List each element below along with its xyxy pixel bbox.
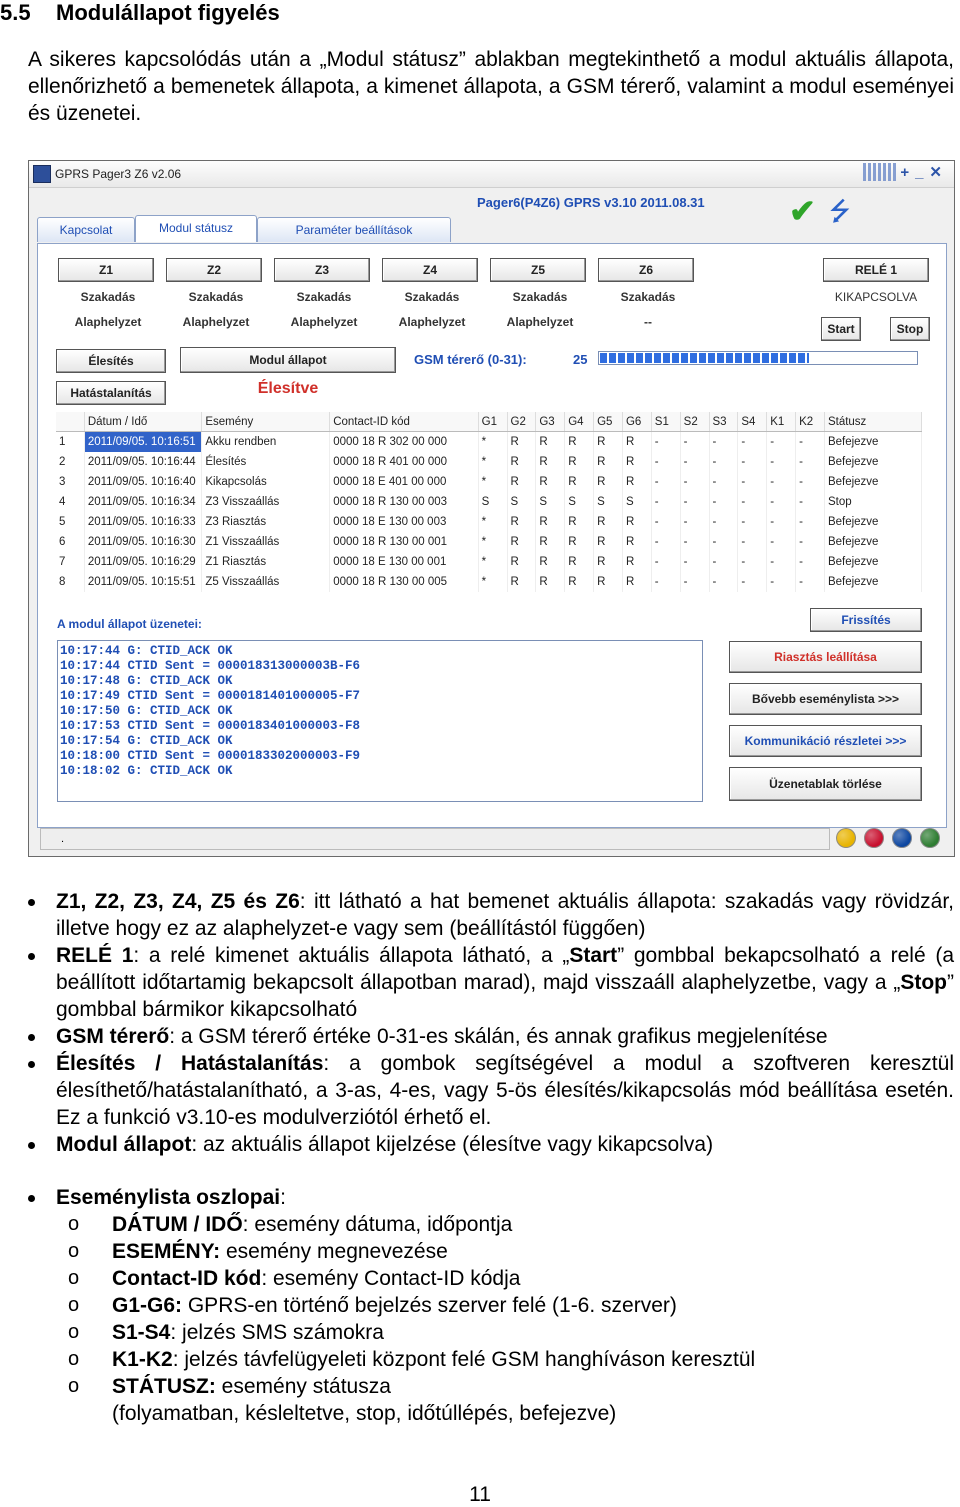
table-cell: -: [680, 492, 709, 512]
table-cell: R: [565, 432, 594, 453]
table-cell: -: [796, 552, 825, 572]
table-cell: S: [536, 492, 565, 512]
table-cell: -: [738, 532, 767, 552]
column-header[interactable]: G2: [507, 412, 536, 432]
table-row[interactable]: [56, 572, 922, 592]
bullet-icon: [28, 1195, 35, 1202]
window-controls[interactable]: [900, 163, 948, 181]
event-table-body: [56, 432, 922, 593]
table-cell: -: [680, 532, 709, 552]
table-cell: -: [738, 572, 767, 592]
table-cell: 2: [56, 452, 84, 472]
gsm-signal-bar: [598, 351, 918, 365]
column-header[interactable]: S3: [709, 412, 738, 432]
table-cell: -: [796, 492, 825, 512]
table-cell: R: [507, 552, 536, 572]
zone-mode: Alaphelyzet: [506, 315, 574, 329]
table-row[interactable]: [56, 432, 922, 453]
message-line: 10:17:50 G: CTID_ACK OK: [60, 704, 233, 718]
table-cell: -: [680, 432, 709, 453]
tab-kapcsolat[interactable]: Kapcsolat: [37, 217, 135, 242]
list-item: Élesítés / Hatástalanítás: a gombok segítségével a modul a szoftveren keresztül élesíthető/hatástalanítható, a 3-as, 4-es, vagy 5-ös élesítés/kikapcsolás mód beállítása esetén. Ez a funkció v3.10-es modulverziótól érhető el.: [28, 1050, 954, 1131]
disarm-button[interactable]: Hatástalanítás: [56, 381, 166, 405]
column-sublist: [56, 1211, 954, 1427]
reset-alarm-button[interactable]: Riasztás leállítása: [729, 641, 922, 673]
clear-messages-button[interactable]: Üzenetablak törlése: [729, 767, 922, 801]
flag-hu-icon[interactable]: [920, 828, 940, 848]
message-line: 10:17:44 CTID Sent = 000018313000003B-F6: [60, 659, 361, 673]
table-cell: -: [767, 472, 796, 492]
table-cell: -: [680, 452, 709, 472]
gsm-signal-label: GSM térerő (0-31):: [414, 352, 527, 367]
table-cell: S: [507, 492, 536, 512]
table-cell: R: [565, 552, 594, 572]
table-cell: R: [536, 452, 565, 472]
section-number: 5.5: [0, 0, 31, 25]
table-cell: Befejezve: [824, 512, 921, 532]
zone-button-3: Z3: [274, 258, 370, 282]
table-cell: -: [651, 552, 680, 572]
table-cell: Akku rendben: [202, 432, 330, 453]
table-cell: -: [651, 432, 680, 453]
message-line: 10:17:54 G: CTID_ACK OK: [60, 734, 233, 748]
table-cell: -: [796, 432, 825, 453]
table-cell: R: [565, 452, 594, 472]
sublist-item: o G1-G6: GPRS-en történő bejelzés szerver felé (1-6. szerver): [68, 1294, 677, 1317]
zone-button-1: Z1: [58, 258, 154, 282]
table-cell: -: [709, 492, 738, 512]
table-cell: Stop: [824, 492, 921, 512]
table-cell: -: [738, 452, 767, 472]
table-cell: -: [796, 512, 825, 532]
table-cell: -: [767, 572, 796, 592]
table-cell: 5: [56, 512, 84, 532]
table-cell: R: [536, 432, 565, 453]
column-header[interactable]: S2: [680, 412, 709, 432]
message-line: 10:17:49 CTID Sent = 0000181401000005-F7: [60, 689, 361, 703]
column-header[interactable]: G3: [536, 412, 565, 432]
table-cell: R: [622, 532, 651, 552]
column-header[interactable]: [56, 412, 84, 432]
table-cell: -: [680, 472, 709, 492]
zone-mode: Alaphelyzet: [182, 315, 250, 329]
tab-parameter-beallitasok[interactable]: Paraméter beállítások: [257, 217, 451, 242]
table-cell: 0000 18 R 130 00 003: [330, 492, 478, 512]
table-cell: 2011/09/05. 10:16:44: [84, 452, 202, 472]
table-cell: 7: [56, 552, 84, 572]
table-cell: R: [536, 572, 565, 592]
table-cell: 0000 18 E 130 00 001: [330, 552, 478, 572]
event-table: [56, 412, 922, 592]
connected-check-icon: ✔: [789, 193, 816, 229]
module-state-label: Modul állapot: [180, 347, 396, 373]
table-cell: -: [651, 492, 680, 512]
bullet-icon: [28, 1142, 35, 1149]
table-cell: R: [565, 512, 594, 532]
table-cell: -: [651, 472, 680, 492]
zone-state: Szakadás: [512, 290, 568, 304]
section-heading: [0, 0, 280, 26]
table-cell: *: [478, 532, 507, 552]
table-cell: 2011/09/05. 10:16:29: [84, 552, 202, 572]
table-cell: 2011/09/05. 10:16:33: [84, 512, 202, 532]
sublist-item: o DÁTUM / IDŐ: esemény dátuma, időpontja: [68, 1213, 513, 1236]
table-cell: Z5 Visszaállás: [202, 572, 330, 592]
bullet-icon: [28, 1061, 35, 1068]
flag-ro-icon[interactable]: [836, 828, 856, 848]
table-row[interactable]: [56, 532, 922, 552]
column-header[interactable]: S1: [651, 412, 680, 432]
list-item: RELÉ 1: a relé kimenet aktuális állapota látható, a „Start” gombbal bekapcsolható a relé (a beállított időtartamig bekapcsolt állapotban marad), majd visszaáll alaphelyzetbe, vagy a „Stop” gombbal bármikor kikapcsolható: [28, 942, 954, 1023]
zone-state: Szakadás: [188, 290, 244, 304]
tab-modul-statusz[interactable]: Modul státusz: [135, 215, 257, 242]
list-item: Z1, Z2, Z3, Z4, Z5 és Z6: itt látható a hat bemenet aktuális állapota: szakadás vagy rövidzár, illetve hogy ez az alaphelyzet-e vagy sem (beállítástól függően): [28, 888, 954, 942]
table-cell: -: [709, 452, 738, 472]
table-cell: Kikapcsolás: [202, 472, 330, 492]
column-header[interactable]: Státusz: [824, 412, 921, 432]
table-row[interactable]: [56, 512, 922, 532]
zone-mode: Alaphelyzet: [290, 315, 358, 329]
sublist-item: o ESEMÉNY: esemény megnevezése: [68, 1240, 448, 1263]
column-header[interactable]: Esemény: [202, 412, 330, 432]
table-cell: 2011/09/05. 10:15:51: [84, 572, 202, 592]
table-cell: 0000 18 R 130 00 001: [330, 532, 478, 552]
flag-en-icon[interactable]: [864, 828, 884, 848]
table-cell: -: [651, 532, 680, 552]
title-bar: [29, 161, 954, 188]
table-cell: 2011/09/05. 10:16:34: [84, 492, 202, 512]
table-cell: -: [767, 432, 796, 453]
table-cell: Z1 Visszaállás: [202, 532, 330, 552]
table-cell: R: [565, 472, 594, 492]
table-cell: -: [738, 552, 767, 572]
message-line: 10:17:44 G: CTID_ACK OK: [60, 644, 233, 658]
table-cell: -: [767, 532, 796, 552]
table-cell: -: [738, 472, 767, 492]
table-cell: 2011/09/05. 10:16:51: [84, 432, 202, 453]
zone-state: Szakadás: [620, 290, 676, 304]
table-row[interactable]: [56, 472, 922, 492]
messages-label: A modul állapot üzenetei:: [57, 617, 202, 631]
firmware-version: Pager6(P4Z6) GPRS v3.10 2011.08.31: [477, 195, 705, 210]
sublist-item: o Contact-ID kód: esemény Contact-ID kódja: [68, 1267, 521, 1290]
table-cell: 0000 18 E 130 00 003: [330, 512, 478, 532]
table-cell: S: [622, 492, 651, 512]
relay-stop-button[interactable]: Stop: [890, 317, 930, 341]
table-cell: 1: [56, 432, 84, 453]
table-cell: R: [536, 512, 565, 532]
table-cell: Z3 Riasztás: [202, 512, 330, 532]
table-cell: *: [478, 552, 507, 572]
table-cell: Befejezve: [824, 532, 921, 552]
flag-sk-icon[interactable]: [892, 828, 912, 848]
intro-paragraph: A sikeres kapcsolódás után a „Modul státusz” ablakban megtekinthető a modul aktuális állapota, ellenőrizhető a bemenetek állapota, a kimenet állapota, a GSM térerő, valamint a modul eseményei és üzenetei.: [28, 48, 954, 125]
table-cell: R: [622, 452, 651, 472]
zone-state: Szakadás: [296, 290, 352, 304]
table-cell: Befejezve: [824, 552, 921, 572]
zone-button-6: Z6: [598, 258, 694, 282]
relay-start-button[interactable]: Start: [821, 317, 861, 341]
zone-button-2: Z2: [166, 258, 262, 282]
table-cell: R: [594, 472, 623, 492]
table-cell: -: [738, 432, 767, 453]
table-cell: R: [507, 532, 536, 552]
table-cell: R: [536, 532, 565, 552]
gsm-signal-value: 25: [573, 352, 588, 367]
table-cell: 4: [56, 492, 84, 512]
table-cell: *: [478, 432, 507, 453]
table-cell: R: [622, 512, 651, 532]
message-line: 10:17:53 CTID Sent = 0000183401000003-F8: [60, 719, 361, 733]
table-cell: -: [767, 512, 796, 532]
column-header[interactable]: G1: [478, 412, 507, 432]
table-cell: R: [594, 512, 623, 532]
table-cell: S: [565, 492, 594, 512]
column-header[interactable]: G6: [622, 412, 651, 432]
table-cell: R: [565, 532, 594, 552]
table-cell: -: [651, 512, 680, 532]
bullet-list: [28, 888, 954, 1427]
zone-state: Szakadás: [404, 290, 460, 304]
table-cell: -: [709, 572, 738, 592]
minimize-icon[interactable]: _: [915, 164, 930, 181]
comm-details-button[interactable]: Kommunikáció részletei >>>: [729, 725, 922, 757]
relay-state: KIKAPCSOLVA: [834, 290, 918, 304]
table-cell: 6: [56, 532, 84, 552]
column-header[interactable]: G5: [594, 412, 623, 432]
zone-button-5: Z5: [490, 258, 586, 282]
table-cell: R: [594, 432, 623, 453]
table-cell: -: [709, 512, 738, 532]
table-cell: -: [796, 472, 825, 492]
sublist-note: (folyamatban, késleltetve, stop, időtúllépés, befejezve): [112, 1402, 617, 1425]
table-cell: -: [709, 472, 738, 492]
table-cell: -: [767, 492, 796, 512]
table-cell: -: [680, 512, 709, 532]
table-cell: 3: [56, 472, 84, 492]
table-cell: Befejezve: [824, 572, 921, 592]
table-cell: R: [565, 572, 594, 592]
refresh-button[interactable]: Frissítés: [810, 608, 922, 632]
close-icon[interactable]: ✕: [929, 164, 948, 181]
usb-icon: ⭍: [829, 196, 851, 226]
table-cell: Befejezve: [824, 432, 921, 453]
table-row[interactable]: [56, 492, 922, 512]
table-cell: Élesítés: [202, 452, 330, 472]
list-item: Modul állapot: az aktuális állapot kijelzése (élesítve vagy kikapcsolva): [28, 1131, 954, 1158]
zone-mode: Alaphelyzet: [398, 315, 466, 329]
table-cell: Z1 Riasztás: [202, 552, 330, 572]
table-cell: -: [767, 552, 796, 572]
message-line: 10:18:00 CTID Sent = 0000183302000003-F9: [60, 749, 361, 763]
table-cell: 0000 18 R 130 00 005: [330, 572, 478, 592]
table-cell: R: [507, 432, 536, 453]
table-cell: -: [796, 532, 825, 552]
sublist-item: o STÁTUSZ: esemény státusza: [68, 1375, 391, 1398]
app-icon: [33, 165, 51, 183]
table-row[interactable]: [56, 552, 922, 572]
section-title: Modulállapot figyelés: [56, 0, 280, 25]
table-cell: R: [536, 552, 565, 572]
arm-button[interactable]: Élesítés: [56, 349, 166, 373]
table-cell: S: [478, 492, 507, 512]
table-cell: Befejezve: [824, 452, 921, 472]
message-log: [57, 640, 703, 802]
table-cell: R: [622, 472, 651, 492]
event-table-header: [56, 412, 922, 432]
relay-label: RELÉ 1: [823, 258, 929, 282]
table-cell: *: [478, 472, 507, 492]
window-title: GPRS Pager3 Z6 v2.06: [55, 167, 182, 181]
table-cell: R: [507, 512, 536, 532]
message-line: 10:18:02 G: CTID_ACK OK: [60, 764, 233, 778]
table-cell: -: [709, 552, 738, 572]
bullet-icon: [28, 1034, 35, 1041]
table-cell: R: [622, 572, 651, 592]
table-cell: -: [709, 432, 738, 453]
maximize-icon[interactable]: +: [900, 164, 916, 181]
table-cell: -: [651, 452, 680, 472]
column-header[interactable]: K2: [796, 412, 825, 432]
status-bar: .: [40, 828, 830, 850]
table-cell: R: [507, 452, 536, 472]
page-number: 11: [469, 1483, 491, 1506]
table-cell: Z3 Visszaállás: [202, 492, 330, 512]
zone-state: Szakadás: [80, 290, 136, 304]
table-cell: R: [622, 432, 651, 453]
table-cell: 0000 18 R 302 00 000: [330, 432, 478, 453]
table-row[interactable]: [56, 452, 922, 472]
table-cell: -: [767, 452, 796, 472]
table-cell: R: [594, 532, 623, 552]
column-header[interactable]: Contact-ID kód: [330, 412, 478, 432]
sublist-item: o K1-K2: jelzés távfelügyeleti központ felé GSM hanghíváson keresztül: [68, 1348, 756, 1371]
table-cell: 0000 18 R 401 00 000: [330, 452, 478, 472]
table-cell: 0000 18 E 401 00 000: [330, 472, 478, 492]
table-cell: *: [478, 572, 507, 592]
message-line: 10:17:48 G: CTID_ACK OK: [60, 674, 233, 688]
table-cell: -: [738, 492, 767, 512]
table-cell: *: [478, 512, 507, 532]
list-item: Eseménylista oszlopai: o DÁTUM / IDŐ: esemény dátuma, időpontja o ESEMÉNY: esemény megnevezése o Contact-ID kód: esemény Contact-ID kódja o G1-G6: GPRS-en történő bejelzés szerver felé (1-6. szerver) o S1-S4: jelzés SMS számokra o K1-K2: jelzés távfelügyeleti központ felé GSM hanghíváson keresztül o STÁTUSZ: esemény státusza (folyamatban, késleltetve, stop, időtúllépés, befejezve): [28, 1184, 954, 1427]
table-cell: -: [680, 552, 709, 572]
gsm-signal-fill: [600, 353, 809, 363]
column-header[interactable]: S4: [738, 412, 767, 432]
column-header[interactable]: Dátum / Idő: [84, 412, 202, 432]
table-cell: -: [796, 572, 825, 592]
table-cell: 2011/09/05. 10:16:40: [84, 472, 202, 492]
table-cell: -: [651, 572, 680, 592]
language-flags: [836, 828, 948, 850]
table-cell: R: [594, 452, 623, 472]
table-cell: R: [536, 472, 565, 492]
column-header[interactable]: G4: [565, 412, 594, 432]
zone-mode: --: [644, 315, 652, 329]
table-cell: S: [594, 492, 623, 512]
zone-button-4: Z4: [382, 258, 478, 282]
zone-mode: Alaphelyzet: [74, 315, 142, 329]
more-events-button[interactable]: Bővebb eseménylista >>>: [729, 683, 922, 715]
table-cell: R: [594, 552, 623, 572]
module-state-value: Élesítve: [257, 380, 319, 397]
table-cell: -: [709, 532, 738, 552]
grid-icon: [863, 163, 897, 181]
bullet-icon: [28, 899, 35, 906]
table-cell: 8: [56, 572, 84, 592]
table-cell: -: [796, 452, 825, 472]
table-cell: R: [507, 572, 536, 592]
table-cell: -: [680, 572, 709, 592]
bullet-icon: [28, 953, 35, 960]
table-cell: R: [622, 552, 651, 572]
table-cell: -: [738, 512, 767, 532]
list-item: GSM térerő: a GSM térerő értéke 0-31-es skálán, és annak grafikus megjelenítése: [28, 1023, 954, 1050]
table-cell: 2011/09/05. 10:16:30: [84, 532, 202, 552]
column-header[interactable]: K1: [767, 412, 796, 432]
table-cell: R: [594, 572, 623, 592]
table-cell: Befejezve: [824, 472, 921, 492]
table-cell: R: [507, 472, 536, 492]
table-cell: *: [478, 452, 507, 472]
sublist-item: o S1-S4: jelzés SMS számokra: [68, 1321, 384, 1344]
